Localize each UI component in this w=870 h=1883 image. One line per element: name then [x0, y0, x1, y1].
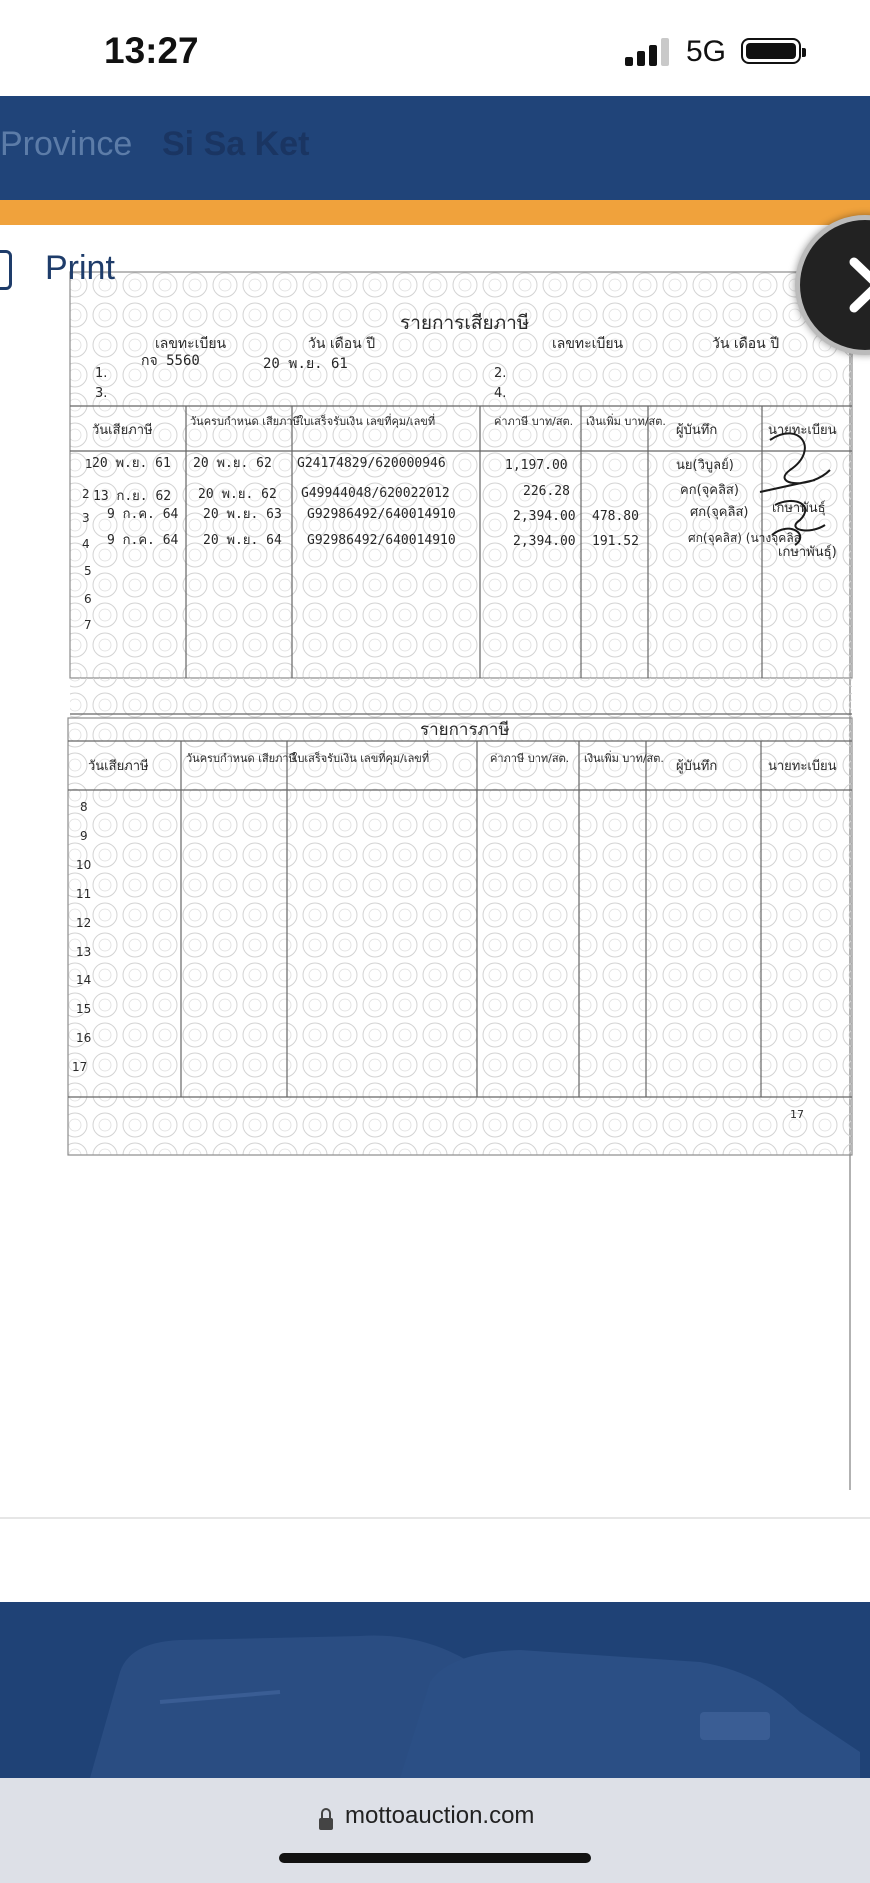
- t1-empty-row-6: 6: [84, 592, 92, 606]
- svg-text:นย(วิบูลย์): นย(วิบูลย์): [676, 458, 734, 473]
- svg-text:9 ก.ค. 64: 9 ก.ค. 64: [107, 507, 179, 522]
- reg-no-label-2: เลขทะเบียน: [552, 336, 624, 352]
- reg-entry-1-plate: กจ 5560: [141, 353, 200, 369]
- t2-col-recorder: ผู้บันทึก: [676, 759, 718, 774]
- svg-text:3: 3: [82, 511, 90, 525]
- svg-text:20 พ.ย. 63: 20 พ.ย. 63: [203, 507, 282, 522]
- svg-text:เกษาพันธุ์: เกษาพันธุ์: [772, 501, 826, 516]
- t1-col-tax: ค่าภาษี บาท/สต.: [494, 415, 574, 428]
- page-number: 17: [790, 1108, 804, 1121]
- print-icon[interactable]: [0, 250, 12, 290]
- date-label: วัน เดือน ปี: [308, 336, 376, 352]
- t2-col-receipt: ใบเสร็จรับเงิน เลขที่คุม/เลขที่: [292, 752, 430, 765]
- reg-entry-1-date: 20 พ.ย. 61: [263, 356, 348, 372]
- svg-text:13 ก.ย. 62: 13 ก.ย. 62: [93, 489, 172, 504]
- t2-col-due: วันครบกำหนด เสียภาษี: [186, 752, 296, 765]
- reg-row-4: 4.: [494, 386, 507, 401]
- svg-text:ศก(จุคลิส) (นางจุคลิส: ศก(จุคลิส) (นางจุคลิส: [688, 531, 802, 545]
- t1-col-registrar: นายทะเบียน: [768, 423, 837, 438]
- svg-text:2: 2: [82, 487, 90, 501]
- battery-icon: [741, 38, 801, 64]
- svg-text:191.52: 191.52: [592, 534, 639, 549]
- truck-background-image: [0, 1602, 870, 1778]
- t2-row-13: 13: [76, 945, 92, 959]
- svg-text:20 พ.ย. 64: 20 พ.ย. 64: [203, 533, 282, 548]
- svg-text:2,394.00: 2,394.00: [513, 534, 576, 549]
- section1-title: รายการเสียภาษี: [400, 312, 530, 334]
- svg-text:478.80: 478.80: [592, 509, 639, 524]
- t2-row-8: 8: [80, 800, 88, 814]
- svg-text:G92986492/640014910: G92986492/640014910: [307, 507, 456, 522]
- signal-icon: [625, 38, 671, 66]
- t2-row-15: 15: [76, 1002, 92, 1016]
- t2-row-9: 9: [80, 829, 88, 843]
- t2-row-11: 11: [76, 887, 92, 901]
- reg-no-label: เลขทะเบียน: [155, 336, 227, 352]
- date-label-2: วัน เดือน ปี: [712, 336, 780, 352]
- svg-text:G24174829/620000946: G24174829/620000946: [297, 456, 446, 471]
- tax-record-document: [0, 270, 870, 1515]
- svg-text:9 ก.ค. 64: 9 ก.ค. 64: [107, 533, 179, 548]
- svg-text:20 พ.ย. 62: 20 พ.ย. 62: [198, 487, 277, 502]
- t1-empty-row-5: 5: [84, 564, 92, 578]
- svg-text:1,197.00: 1,197.00: [505, 458, 568, 473]
- t1-col-paid: วันเสียภาษี: [92, 423, 153, 438]
- url-text[interactable]: mottoauction.com: [345, 1802, 535, 1829]
- t2-row-14: 14: [76, 973, 92, 987]
- reg-row-1: 1.: [95, 366, 108, 381]
- lock-icon: [319, 1808, 333, 1830]
- t1-col-due: วันครบกำหนด เสียภาษี: [190, 415, 300, 428]
- t2-row-10: 10: [76, 858, 92, 872]
- svg-text:1: 1: [85, 457, 93, 471]
- reg-row-3: 3.: [95, 386, 108, 401]
- svg-text:20 พ.ย. 61: 20 พ.ย. 61: [92, 456, 171, 471]
- t2-row-16: 16: [76, 1031, 92, 1045]
- t2-col-tax: ค่าภาษี บาท/สต.: [490, 752, 570, 765]
- province-label: Province: [0, 125, 133, 163]
- browser-url-bar[interactable]: [0, 1778, 870, 1883]
- svg-text:226.28: 226.28: [523, 484, 570, 499]
- t2-col-registrar: นายทะเบียน: [768, 759, 837, 774]
- t1-col-receipt: ใบเสร็จรับเงิน เลขที่คุม/เลขที่: [298, 415, 436, 428]
- t2-col-paid: วันเสียภาษี: [88, 759, 149, 774]
- svg-text:4: 4: [82, 537, 90, 551]
- print-button[interactable]: Print: [45, 249, 115, 287]
- t1-col-surcharge: เงินเพิ่ม บาท/สต.: [586, 415, 666, 428]
- svg-text:20 พ.ย. 62: 20 พ.ย. 62: [193, 456, 272, 471]
- reg-row-2: 2.: [494, 366, 507, 381]
- province-value: Si Sa Ket: [162, 125, 310, 163]
- svg-text:เกษาพันธุ์): เกษาพันธุ์): [778, 545, 837, 560]
- section2-title: รายการภาษี: [420, 720, 510, 740]
- svg-text:2,394.00: 2,394.00: [513, 509, 576, 524]
- svg-text:G92986492/640014910: G92986492/640014910: [307, 533, 456, 548]
- status-time: 13:27: [104, 30, 199, 71]
- status-bar: [0, 0, 870, 96]
- t1-empty-row-7: 7: [84, 618, 92, 632]
- content-divider: [0, 1517, 870, 1519]
- t2-col-surcharge: เงินเพิ่ม บาท/สต.: [584, 752, 664, 765]
- svg-text:คก(จุคลิส): คก(จุคลิส): [680, 483, 739, 498]
- footer-banner: [0, 1602, 870, 1778]
- network-type: 5G: [686, 35, 727, 68]
- t1-col-recorder: ผู้บันทึก: [676, 423, 718, 438]
- close-icon: [826, 250, 870, 320]
- svg-text:ศก(จุคลิส): ศก(จุคลิส): [690, 505, 749, 520]
- svg-text:G49944048/620022012: G49944048/620022012: [301, 486, 450, 501]
- t2-row-12: 12: [76, 916, 92, 930]
- home-indicator[interactable]: [279, 1853, 591, 1863]
- accent-bar: [0, 200, 870, 225]
- t2-row-17: 17: [72, 1060, 88, 1074]
